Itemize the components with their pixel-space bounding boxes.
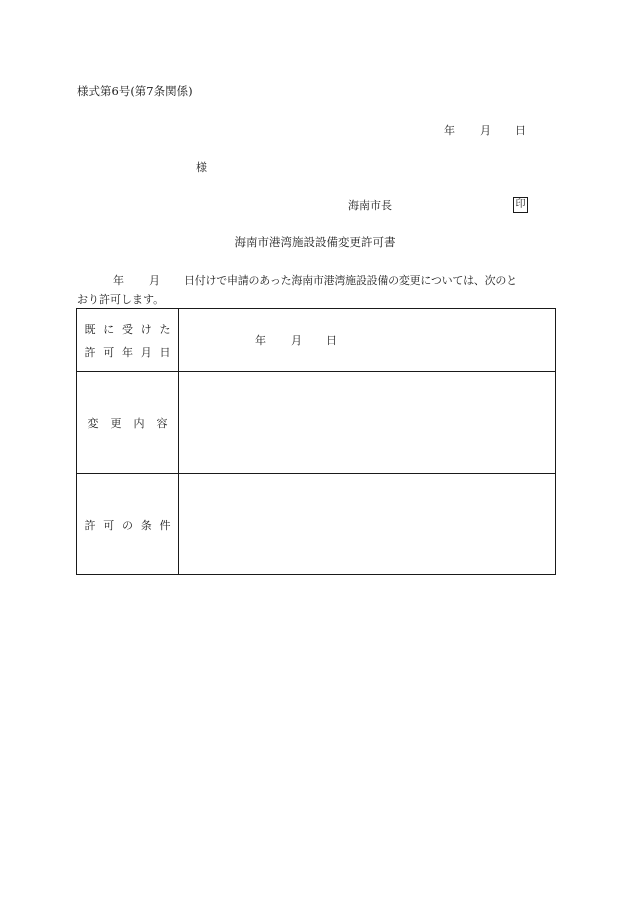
label-line: 許 可 の 条 件 bbox=[84, 518, 171, 532]
issue-date-year: 年 bbox=[444, 124, 455, 137]
body-line2: おり許可します。 bbox=[77, 293, 165, 306]
body-month: 月 bbox=[149, 274, 160, 287]
label-line: 変 更 内 容 bbox=[87, 416, 168, 430]
seal-mark: 印 bbox=[513, 197, 528, 213]
label-change-details bbox=[77, 372, 178, 473]
document-title: 海南市港湾施設設備変更許可書 bbox=[234, 235, 396, 249]
issuer-title: 海南市長 bbox=[348, 199, 392, 212]
body-year: 年 bbox=[113, 274, 124, 287]
label-line: 許 可 年 月 日 bbox=[84, 345, 171, 359]
value-day: 日 bbox=[326, 334, 337, 347]
body-line1: 日付けで申請のあった海南市港湾施設設備の変更については、次のと bbox=[184, 274, 517, 287]
addressee-suffix: 様 bbox=[196, 161, 207, 174]
issue-date-month: 月 bbox=[480, 124, 491, 137]
form-number: 様式第6号(第7条関係) bbox=[77, 84, 193, 98]
value-month: 月 bbox=[291, 334, 302, 347]
value-year: 年 bbox=[255, 334, 266, 347]
permit-table bbox=[76, 308, 556, 575]
label-permit-conditions bbox=[77, 474, 178, 575]
label-line: 既 に 受 け た bbox=[84, 322, 171, 336]
issue-date-day: 日 bbox=[515, 124, 526, 137]
table-column-divider bbox=[178, 309, 179, 574]
label-previous-permit-date bbox=[77, 309, 178, 371]
